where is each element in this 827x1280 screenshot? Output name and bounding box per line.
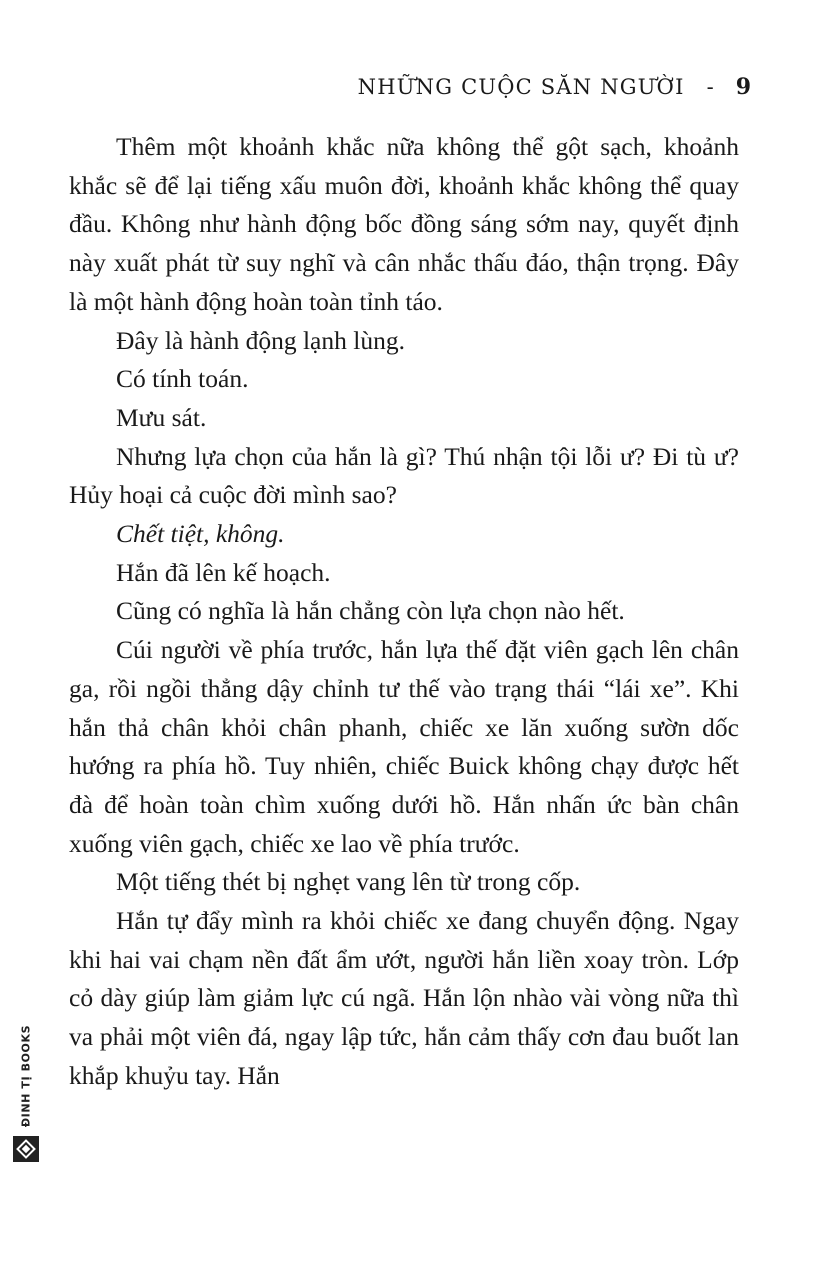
paragraph: Hắn tự đẩy mình ra khỏi chiếc xe đang chuyển động. Ngay khi hai vai chạm nền đất ẩm ướt, người hắn liền xoay tròn. Lớp cỏ dày giúp làm giảm lực cú ngã. Hắn lộn nhào vài vòng nữa thì va phải một viên đá, ngay lập tức, hắn cảm thấy cơn đau buốt lan khắp khuỷu tay. Hắn: [69, 906, 739, 1090]
publisher-name: ĐINH TỊ BOOKS: [19, 1024, 33, 1128]
paragraph: Có tính toán.: [116, 364, 249, 394]
body-text: [69, 128, 739, 1096]
book-title: NHỮNG CUỘC SĂN NGƯỜI: [357, 75, 685, 99]
paragraph: Nhưng lựa chọn của hắn là gì? Thú nhận tội lỗi ư? Đi tù ư? Hủy hoại cả cuộc đời mình sao?: [69, 441, 739, 510]
paragraph-italic: Chết tiệt, không.: [116, 519, 285, 549]
paragraph: Hắn đã lên kế hoạch.: [116, 557, 331, 587]
paragraph: Một tiếng thét bị nghẹt vang lên từ trong cốp.: [116, 867, 581, 897]
paragraph: Đây là hành động lạnh lùng.: [116, 325, 405, 355]
publisher-mark: [12, 1020, 40, 1170]
dinh-ti-diamond-logo-icon: [13, 1136, 39, 1162]
paragraph: Mưu sát.: [116, 402, 207, 432]
paragraph: Cúi người về phía trước, hắn lựa thế đặt viên gạch lên chân ga, rồi ngồi thẳng dậy chỉnh tư thế vào trạng thái “lái xe”. Khi hắn thả chân khỏi chân phanh, chiếc xe lăn xuống sườn dốc hướng ra phía hồ. Tuy nhiên, chiếc Buick không chạy được hết đà để hoàn toàn chìm xuống dưới hồ. Hắn nhấn ức bàn chân xuống viên gạch, chiếc xe lao về phía trước.: [69, 635, 739, 858]
header-separator: -: [706, 75, 714, 99]
page-number: 9: [735, 74, 751, 100]
running-header: [358, 74, 751, 100]
paragraph: Cũng có nghĩa là hắn chẳng còn lựa chọn nào hết.: [116, 596, 625, 626]
paragraph: Thêm một khoảnh khắc nữa không thể gột sạch, khoảnh khắc sẽ để lại tiếng xấu muôn đời, khoảnh khắc không thể quay đầu. Không như hành động bốc đồng sáng sớm nay, quyết định này xuất phát từ suy nghĩ và cân nhắc thấu đáo, thận trọng. Đây là một hành động hoàn toàn tỉnh táo.: [69, 132, 739, 316]
